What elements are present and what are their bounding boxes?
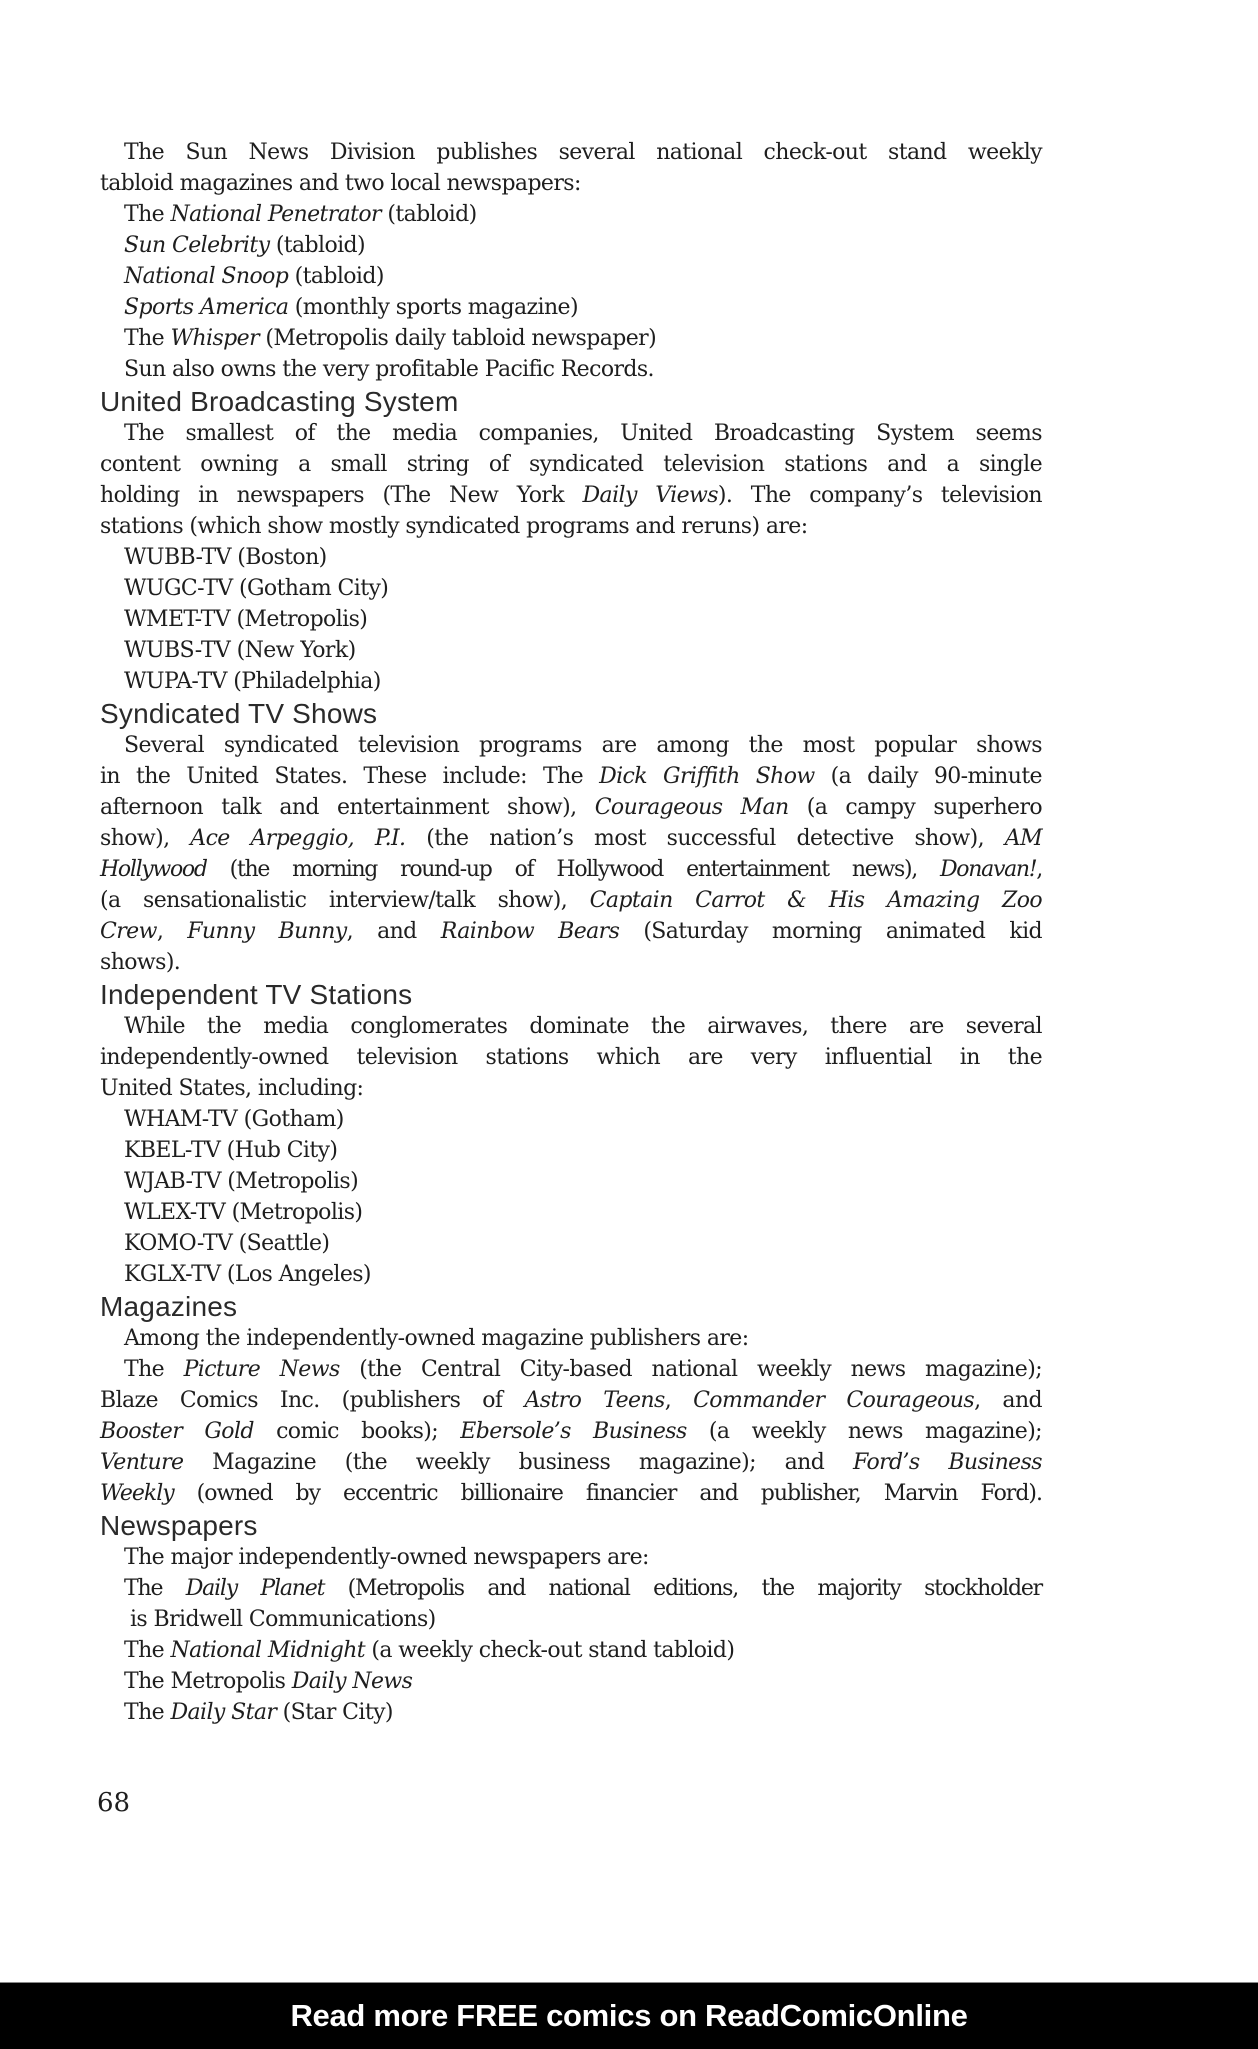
ubs-section xyxy=(100,385,1042,697)
list-item: The National Midnight (a weekly check-out stand tabloid) xyxy=(124,1638,735,1663)
publication-title: Booster Gold xyxy=(100,1419,254,1444)
paragraph-line: Weekly (owned by eccentric billionaire financier and publisher, Marvin Ford). xyxy=(100,1481,1042,1506)
publication-title: Ford’s Business xyxy=(853,1450,1042,1475)
paragraph-line: Several syndicated television programs are among the most popular shows xyxy=(124,733,1042,758)
list-item: The Whisper (Metropolis daily tabloid newspaper) xyxy=(124,326,657,351)
page-number: 68 xyxy=(97,1788,131,1818)
list-item: The Daily Planet (Metropolis and national editions, the majority stockholder xyxy=(124,1576,1042,1601)
show-title: Donavan! xyxy=(939,857,1037,882)
paragraph-line: While the media conglomerates dominate the airwaves, there are several xyxy=(124,1014,1042,1039)
paragraph-line: show), Ace Arpeggio, P.I. (the nation’s most successful detective show), AM xyxy=(100,826,1042,851)
show-title: Captain Carrot & His Amazing Zoo xyxy=(589,888,1042,913)
publication-title: Daily Planet xyxy=(185,1576,325,1601)
paragraph-line: shows). xyxy=(100,950,181,975)
show-title: Crew xyxy=(100,919,157,944)
list-item: Sun Celebrity (tabloid) xyxy=(124,233,366,258)
list-item: WUPA-TV (Philadelphia) xyxy=(124,669,381,694)
publication-title: Picture News xyxy=(183,1357,340,1382)
paragraph-line: Sun also owns the very profitable Pacific Records. xyxy=(124,357,654,382)
list-item: WUBS-TV (New York) xyxy=(124,638,356,663)
promo-banner-text[interactable]: Read more FREE comics on ReadComicOnline xyxy=(290,1998,968,2033)
paragraph-line: Booster Gold comic books); Ebersole’s Business (a weekly news magazine); xyxy=(100,1419,1042,1444)
publication-title: Astro Teens xyxy=(524,1388,665,1413)
section-heading: United Broadcasting System xyxy=(100,386,459,417)
show-title: AM xyxy=(1004,826,1042,851)
paragraph-line: (a sensationalistic interview/talk show), Captain Carrot & His Amazing Zoo xyxy=(100,888,1042,913)
publication-title: Ebersole’s Business xyxy=(460,1419,687,1444)
publication-title: Venture xyxy=(100,1450,184,1475)
paragraph-line: The smallest of the media companies, United Broadcasting System seems xyxy=(124,421,1042,446)
publication-title: Daily News xyxy=(291,1669,413,1694)
paragraph-line: Blaze Comics Inc. (publishers of Astro Teens, Commander Courageous, and xyxy=(100,1388,1043,1413)
independent-section xyxy=(100,978,1042,1290)
show-title: Hollywood xyxy=(100,857,207,882)
paragraph-line: afternoon talk and entertainment show), Courageous Man (a campy superhero xyxy=(100,795,1043,820)
show-title: Rainbow Bears xyxy=(440,919,620,944)
paragraph-line: Hollywood (the morning round-up of Hollywood entertainment news), Donavan!, xyxy=(100,857,1042,882)
paragraph-line: Venture Magazine (the weekly business magazine); and Ford’s Business xyxy=(100,1450,1042,1475)
publication-title: Whisper xyxy=(170,326,259,351)
sun-news-section xyxy=(100,137,1042,385)
section-heading: Independent TV Stations xyxy=(100,979,413,1010)
list-item: WMET-TV (Metropolis) xyxy=(124,607,368,632)
paragraph-line: holding in newspapers (The New York Daily Views). The company’s television xyxy=(100,483,1042,508)
show-title: Ace Arpeggio, P.I. xyxy=(190,826,406,851)
paragraph-line: The major independently-owned newspapers are: xyxy=(124,1545,649,1570)
paragraph-line: United States, including: xyxy=(100,1076,364,1101)
list-item: WUGC-TV (Gotham City) xyxy=(124,576,389,601)
list-item: WJAB-TV (Metropolis) xyxy=(124,1169,359,1194)
publication-title: Commander Courageous xyxy=(693,1388,975,1413)
syndicated-section xyxy=(100,697,1042,978)
list-item: Sports America (monthly sports magazine) xyxy=(124,295,578,320)
show-title: Dick Griffith Show xyxy=(599,764,815,789)
list-item: KGLX-TV (Los Angeles) xyxy=(124,1262,371,1287)
newspapers-section xyxy=(100,1509,1042,1728)
show-title: Funny Bunny xyxy=(187,919,347,944)
paragraph-line: content owning a small string of syndicated television stations and a single xyxy=(100,452,1042,477)
list-item: National Snoop (tabloid) xyxy=(124,264,384,289)
publication-title: National Penetrator xyxy=(170,202,381,227)
publication-title: National Snoop xyxy=(124,264,289,289)
promo-banner[interactable] xyxy=(0,1982,1258,2049)
section-heading: Syndicated TV Shows xyxy=(100,698,378,729)
list-item: The Metropolis Daily News xyxy=(124,1669,413,1694)
publication-title: Sun Celebrity xyxy=(124,233,270,258)
publication-title: Daily Views xyxy=(582,483,718,508)
list-item: WHAM-TV (Gotham) xyxy=(124,1107,344,1132)
paragraph-line: The Picture News (the Central City-based national weekly news magazine); xyxy=(124,1357,1043,1382)
paragraph-line: The Sun News Division publishes several national check-out stand weekly xyxy=(124,140,1042,165)
paragraph-line: in the United States. These include: The Dick Griffith Show (a daily 90-minute xyxy=(100,764,1042,789)
list-item: KOMO-TV (Seattle) xyxy=(124,1231,330,1256)
paragraph-line: Crew, Funny Bunny, and Rainbow Bears (Saturday morning animated kid xyxy=(100,919,1043,944)
publication-title: Daily Star xyxy=(170,1700,277,1725)
publication-title: Weekly xyxy=(100,1481,174,1506)
paragraph-line: stations (which show mostly syndicated programs and reruns) are: xyxy=(100,514,808,539)
paragraph-line: tabloid magazines and two local newspapers: xyxy=(100,171,581,196)
list-item: WUBB-TV (Boston) xyxy=(124,545,327,570)
paragraph-line: independently-owned television stations which are very influential in the xyxy=(100,1045,1042,1070)
list-item: WLEX-TV (Metropolis) xyxy=(124,1200,363,1225)
publication-title: National Midnight xyxy=(170,1638,366,1663)
section-heading: Magazines xyxy=(100,1291,238,1322)
section-heading: Newspapers xyxy=(100,1510,258,1541)
paragraph-line: Among the independently-owned magazine publishers are: xyxy=(124,1326,749,1351)
show-title: Courageous Man xyxy=(594,795,789,820)
list-item: The Daily Star (Star City) xyxy=(124,1700,393,1725)
magazines-section xyxy=(100,1290,1042,1509)
list-item-continuation: is Bridwell Communications) xyxy=(130,1607,436,1632)
list-item: The National Penetrator (tabloid) xyxy=(124,202,477,227)
publication-title: Sports America xyxy=(124,295,289,320)
document-page xyxy=(100,137,1042,1728)
list-item: KBEL-TV (Hub City) xyxy=(124,1138,338,1163)
